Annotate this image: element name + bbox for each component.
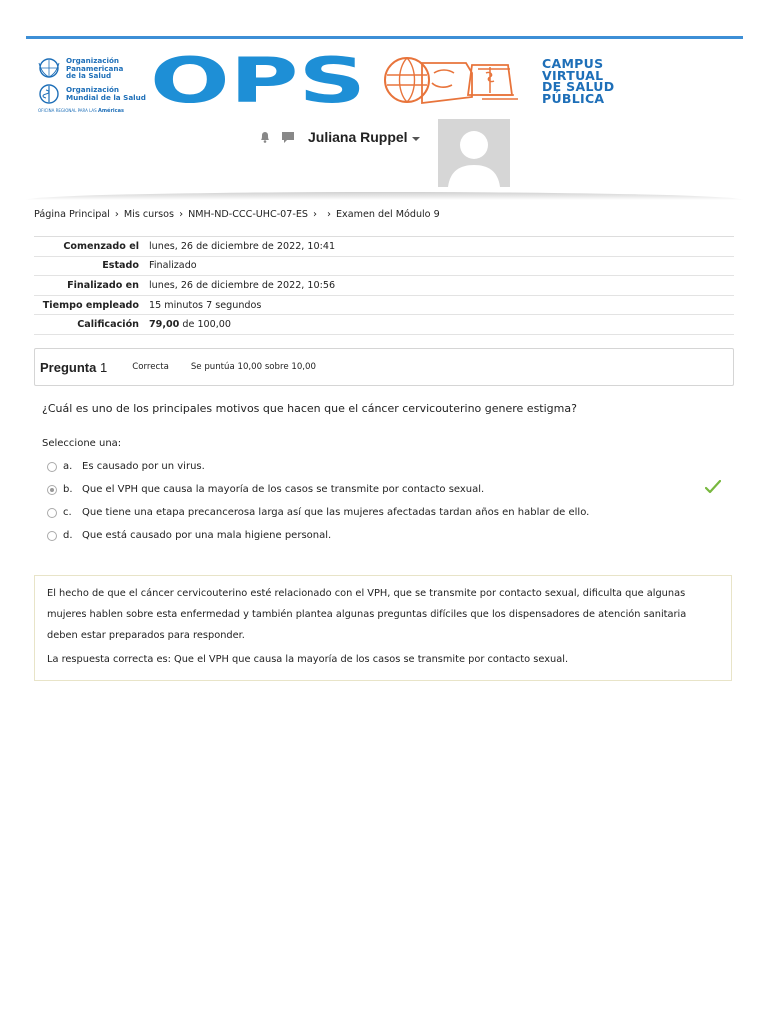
summary-label: Finalizado en <box>67 279 139 291</box>
question-title <box>40 360 107 375</box>
campus-line: PÚBLICA <box>542 90 605 106</box>
org-line: Panamericana <box>66 63 124 73</box>
paho-emblem-icon <box>36 57 62 79</box>
option-letter: b. <box>63 484 73 495</box>
chat-icon[interactable] <box>281 130 295 144</box>
question-title-prefix: Pregunta <box>40 359 97 375</box>
chevron-right-icon: › <box>114 209 119 220</box>
avatar[interactable] <box>438 119 510 187</box>
org-line: Mundial de la Salud <box>66 92 146 102</box>
option-letter: d. <box>63 530 73 541</box>
answer-option-b[interactable] <box>47 484 484 495</box>
caret-down-icon[interactable] <box>412 137 420 141</box>
option-text: Que está causado por una mala higiene personal. <box>82 530 332 541</box>
radio-button-selected[interactable] <box>47 485 57 495</box>
org-logo[interactable] <box>36 57 146 117</box>
summary-value: 15 minutos 7 segundos <box>149 299 262 311</box>
bell-icon[interactable] <box>258 130 272 144</box>
question-state: Correcta <box>132 362 169 372</box>
summary-label: Tiempo empleado <box>42 299 139 311</box>
user-menu[interactable] <box>258 126 420 148</box>
avatar-placeholder <box>438 119 510 187</box>
ops-logo-text: OPS <box>150 55 366 105</box>
breadcrumb-item[interactable]: NMH-ND-CCC-UHC-07-ES <box>188 209 308 220</box>
answer-prompt: Seleccione una: <box>42 438 122 449</box>
feedback-box <box>34 575 732 681</box>
check-icon <box>705 480 721 494</box>
campus-line: CAMPUS <box>542 56 604 71</box>
campus-logo-text[interactable] <box>542 58 642 104</box>
campus-virtual-icon <box>382 55 534 105</box>
radio-button[interactable] <box>47 462 57 472</box>
breadcrumb-item[interactable]: Mis cursos <box>123 209 175 220</box>
ops-logo[interactable] <box>150 55 366 105</box>
breadcrumb <box>34 209 440 220</box>
attempt-summary-table <box>34 236 734 335</box>
breadcrumb-item[interactable]: Página Principal <box>34 209 110 220</box>
chevron-right-icon: › <box>179 209 184 220</box>
option-letter: a. <box>63 461 73 472</box>
table-row <box>34 237 734 257</box>
option-text: Es causado por un virus. <box>82 461 205 472</box>
general-feedback: El hecho de que el cáncer cervicouterino esté relacionado con el VPH, que se transmite por contacto sexual, dificulta que algunas mujeres hablen sobre esta enfermedad y también plantea algunas preguntas difíciles que los dispensadores de atención sanitaria deben estar preparados para responder. <box>47 588 687 641</box>
chevron-right-icon: › <box>313 209 317 220</box>
table-row <box>34 296 734 316</box>
org-tiny-text: OFICINA REGIONAL PARA LAS <box>38 107 97 113</box>
question-text: ¿Cuál es uno de los principales motivos que hacen que el cáncer cervicouterino genere estigma? <box>42 402 577 415</box>
summary-label: Comenzado el <box>63 240 139 252</box>
org-line: de la Salud <box>66 71 112 81</box>
summary-value: lunes, 26 de diciembre de 2022, 10:56 <box>149 279 336 291</box>
table-row <box>34 257 734 277</box>
breadcrumb-item[interactable]: Examen del Módulo 9 <box>336 209 440 220</box>
answer-option-c[interactable] <box>47 507 589 518</box>
radio-button[interactable] <box>47 508 57 518</box>
org-line: Organización <box>66 56 120 65</box>
summary-value <box>149 319 231 330</box>
question-info-box <box>34 348 734 386</box>
answer-option-d[interactable] <box>47 530 331 541</box>
option-text: Que el VPH que causa la mayoría de los casos se transmite por contacto sexual. <box>82 484 485 495</box>
summary-value: Finalizado <box>149 260 197 272</box>
right-answer: La respuesta correcta es: Que el VPH que causa la mayoría de los casos se transmite por contacto sexual. <box>47 654 569 665</box>
grade-value: 79,00 <box>149 319 180 331</box>
header-top-line <box>26 36 743 39</box>
option-text: Que tiene una etapa precancerosa larga así que las mujeres afectadas tardan años en hablar de ello. <box>82 507 590 518</box>
header-divider <box>26 192 743 200</box>
table-row <box>34 315 734 335</box>
grade-total: de 100,00 <box>179 319 232 331</box>
answer-option-a[interactable] <box>47 461 205 472</box>
user-name[interactable]: Juliana Ruppel <box>308 129 408 145</box>
org-tiny-bold: Américas <box>97 107 124 114</box>
summary-label: Calificación <box>77 319 139 331</box>
question-grade: Se puntúa 10,00 sobre 10,00 <box>190 362 316 372</box>
option-letter: c. <box>63 507 72 518</box>
campus-line: DE SALUD <box>542 79 615 94</box>
chevron-right-icon: › <box>327 209 331 220</box>
radio-button[interactable] <box>47 531 57 541</box>
summary-label: Estado <box>102 260 139 272</box>
campus-line: VIRTUAL <box>542 67 604 83</box>
table-row <box>34 276 734 296</box>
question-number: 1 <box>99 359 108 375</box>
org-line: Organización <box>66 85 120 95</box>
who-emblem-icon <box>36 83 62 105</box>
summary-value: lunes, 26 de diciembre de 2022, 10:41 <box>149 240 336 252</box>
